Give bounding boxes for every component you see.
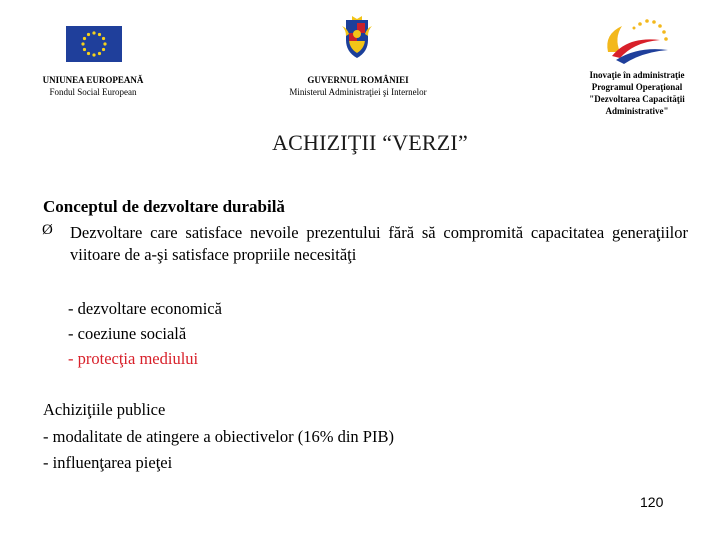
dimension-text: coeziune socială: [77, 324, 187, 343]
program-label-line4: Administrative": [605, 106, 669, 116]
program-label-line3: "Dezvoltarea Capacităţii: [589, 94, 685, 104]
eu-label-line1: UNIUNEA EUROPEANĂ: [42, 75, 144, 85]
eu-star-icon: [92, 31, 95, 34]
eu-star-icon: [102, 48, 105, 51]
eu-star-icon: [92, 53, 95, 56]
bullet-arrow-icon: Ø: [42, 222, 53, 238]
eu-star-icon: [83, 37, 86, 40]
eu-label-line2: Fondul Social European: [49, 87, 137, 97]
program-label-line1: Inovaţie în administraţie: [589, 70, 685, 80]
procurement-item: - influenţarea pieţei: [43, 453, 173, 472]
eu-star-icon: [81, 42, 84, 45]
page-number: 120: [640, 494, 664, 510]
eu-star-icon: [103, 42, 106, 45]
eu-label: [28, 74, 158, 98]
procurement-item: - modalitate de atingere a obiectivelor (16% din PIB): [43, 427, 394, 446]
dash: -: [68, 324, 78, 343]
dimension-text: dezvoltare economică: [77, 299, 222, 318]
romania-coat-of-arms-logo: [340, 14, 374, 60]
eu-star-icon: [83, 48, 86, 51]
program-swoosh-logo: [598, 16, 680, 68]
eu-flag-logo: [66, 26, 122, 62]
government-label-line2: Ministerul Administraţiei şi Internelor: [289, 87, 427, 97]
section-heading: Conceptul de dezvoltare durabilă: [43, 197, 285, 216]
government-label-line1: GUVERNUL ROMÂNIEI: [307, 75, 409, 85]
dash: -: [68, 299, 78, 318]
eu-star-icon: [98, 52, 101, 55]
program-label: [552, 69, 720, 117]
eu-star-icon: [87, 52, 90, 55]
eu-star-icon: [87, 33, 90, 36]
dimension-item-social: [68, 323, 186, 345]
dimension-item-environment: [68, 348, 198, 370]
dimension-text-highlighted: protecţia mediului: [77, 349, 199, 368]
definition-bullet: Dezvoltare care satisface nevoile prezentului fără să compromită capacitatea generaţiilor viitoare de a-şi satisface propriile necesităţi: [70, 223, 688, 264]
public-procurement-heading: Achiziţiile publice: [43, 400, 166, 419]
program-label-line2: Programul Operaţional: [591, 82, 683, 92]
eu-star-icon: [102, 37, 105, 40]
eu-star-icon: [98, 33, 101, 36]
slide-title: ACHIZIŢII “VERZI”: [272, 130, 468, 155]
dash: -: [68, 349, 78, 368]
dimension-item-economic: [68, 298, 222, 320]
government-label: [258, 74, 458, 98]
